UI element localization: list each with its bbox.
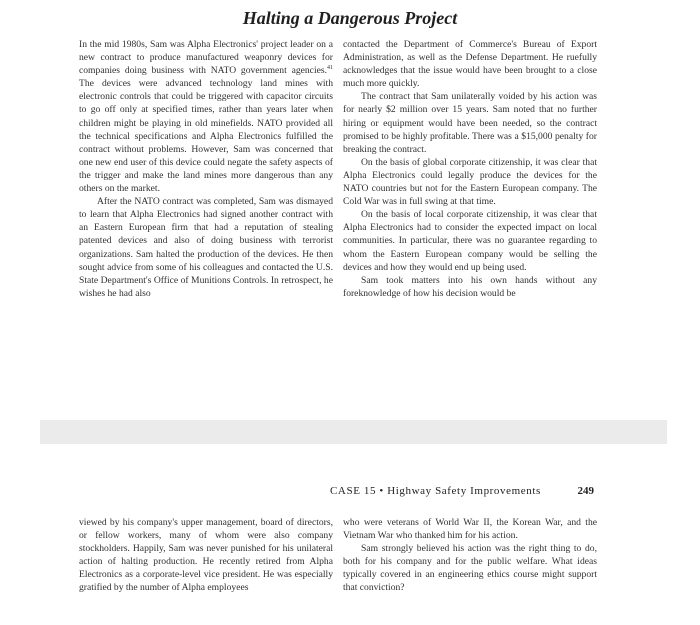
bottom-left-column: [79, 516, 333, 595]
page-number: 249: [577, 485, 594, 497]
paragraph: Sam strongly believed his action was the right thing to do, both for his company and for the public welfare. What ideas typically covered in an engineering ethics course might support that conviction?: [343, 543, 597, 594]
case-title: Halting a Dangerous Project: [242, 8, 458, 28]
paragraph: viewed by his company's upper management, board of directors, or fellow workers, many of whom were also company stockholders. Happily, Sam was never punished for his unilateral action of halting production. He recently retired from Alpha Electronics as a corporate-level vice president. He was especially gratified by the number of Alpha employees: [79, 517, 333, 594]
page-separator: [40, 420, 667, 444]
running-head: [330, 485, 594, 497]
paragraph: contacted the Department of Commerce's Bureau of Export Administration, as well as the Defense Department. He ruefully acknowledges that the issue would have been brought to a close much more quickly.: [343, 39, 597, 90]
running-head-label: CASE 15 • Highway Safety Improvements: [330, 485, 541, 497]
top-left-column: [79, 38, 333, 300]
paragraph: In the mid 1980s, Sam was Alpha Electronics' project leader on a new contract to produce manufactured weaponry devices for companies doing business with NATO government agencies.$^{41}$ The devices were advanced technology land mines with electronic controls that could be triggered with capacitor circuits to go off only at specified times, rather than years later when children might be playing in old minefields. NATO provided all the technical specifications and Alpha Electronics fulfilled the contract without problems. However, Sam was concerned that one new end user of this device could negate the safety aspects of the trigger and make the land mines more dangerous than any others on the market.: [79, 39, 333, 195]
paragraph: Sam took matters into his own hands without any foreknowledge of how his decision would be: [343, 274, 597, 299]
top-right-column: [343, 38, 597, 300]
paragraph: who were veterans of World War II, the Korean War, and the Vietnam War who thanked him for his action.: [343, 517, 597, 542]
paragraph: The contract that Sam unilaterally voided by his action was for nearly $2 million over 15 years. Sam noted that no further hiring or equipment would have been needed, so the contract promised to be highly profitable. There was a $15,000 penalty for breaking the contract.: [343, 91, 597, 155]
paragraph: On the basis of local corporate citizenship, it was clear that Alpha Electronics had to consider the expected impact on local communities. In particular, there was no guarantee regarding to whom the Eastern European company would be selling the devices and how they would end up being used.: [343, 209, 597, 273]
paragraph: On the basis of global corporate citizenship, it was clear that Alpha Electronics could legally produce the devices for the NATO countries but not for the Eastern European company. The Cold War was in full swing at that time.: [343, 156, 597, 208]
bottom-right-column: [343, 516, 597, 595]
footnote-ref: 41: [327, 65, 333, 71]
paragraph: After the NATO contract was completed, Sam was dismayed to learn that Alpha Electronics had signed another contract with an Eastern European firm that had a reputation of stealing patented devices and also of doing business with terrorist organizations. Sam halted the production of the devices. He then sought advice from some of his colleagues and contacted the U.S. State Department's Office of Munitions Controls. In retrospect, he wishes he had also: [79, 196, 333, 299]
